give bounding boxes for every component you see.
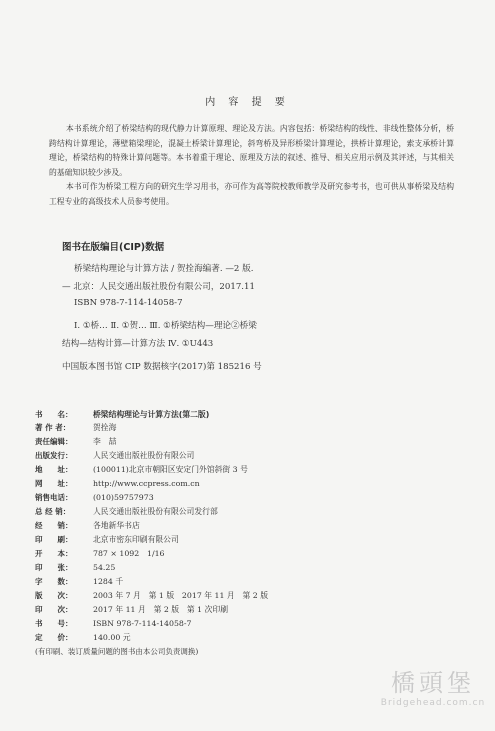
info-value: http://www.ccpress.com.cn (93, 479, 200, 488)
info-value: (010)59757973 (93, 493, 154, 502)
info-label: 定 价： (35, 633, 73, 642)
info-label: 书 号： (35, 619, 73, 628)
info-value: ISBN 978-7-114-14058-7 (93, 619, 192, 628)
info-row-format (35, 547, 165, 560)
info-value: 人民交通出版社股份有限公司 (93, 451, 195, 460)
info-row-retailer (35, 519, 140, 532)
cip-classification-line-1: Ⅰ. ①桥… Ⅱ. ①贺… Ⅲ. ①桥梁结构—理论②桥梁 (74, 321, 257, 331)
info-label: 字 数： (35, 577, 73, 586)
watermark-url: Bridgehead.com.cn (380, 698, 486, 708)
info-row-author (35, 421, 116, 434)
info-label: 印 次： (35, 605, 73, 614)
info-value: 各地新华书店 (93, 521, 140, 530)
info-label: 印 张： (35, 563, 73, 572)
info-row-printing (35, 603, 228, 616)
info-label: 总 经 销： (35, 507, 71, 516)
cip-publisher-line: — 北京：人民交通出版社股份有限公司，2017.11 (62, 282, 255, 292)
info-value: 54.25 (93, 563, 116, 572)
info-value: 2003 年 7 月 第 1 版 2017 年 11 月 第 2 版 (93, 591, 269, 600)
info-label: 开 本： (35, 549, 73, 558)
info-row-edition (35, 589, 268, 602)
info-label: 地 址： (35, 465, 73, 474)
info-row-publisher (35, 449, 194, 462)
summary-body (49, 122, 454, 209)
info-label: 版 次： (35, 591, 73, 600)
info-row-address (35, 463, 248, 476)
info-row-title (35, 408, 209, 421)
watermark-chinese: 橋頭堡 (391, 669, 475, 697)
info-row-printer (35, 533, 179, 546)
summary-paragraph-2: 本书可作为桥梁工程方向的研究生学习用书，亦可作为高等院校教师教学及研究参考书，也可供从事桥梁及结构工程专业的高级技术人员参考使用。 (49, 182, 454, 206)
info-value: 贺拴海 (93, 423, 117, 432)
info-value: 北京市密东印刷有限公司 (93, 535, 179, 544)
info-value: 140.00 元 (93, 633, 131, 642)
cip-record-number: 中国版本图书馆 CIP 数据核字(2017)第 185216 号 (62, 362, 262, 372)
info-row-editor (35, 435, 116, 448)
info-label: 印 刷： (35, 535, 73, 544)
info-label: 书 名： (35, 410, 73, 419)
info-value: 787 × 1092 1/16 (93, 549, 165, 558)
info-row-price (35, 631, 131, 644)
info-row-sheets (35, 561, 115, 574)
info-label: 出版发行： (35, 451, 73, 460)
summary-title: 内 容 提 要 (205, 97, 290, 108)
cip-title-line: 桥梁结构理论与计算方法 / 贺拴海编著. —2 版. (74, 264, 254, 274)
cip-isbn-line: ISBN 978-7-114-14058-7 (74, 298, 183, 308)
info-row-distributor (35, 505, 218, 518)
info-row-isbn (35, 617, 191, 630)
info-value: 2017 年 11 月 第 2 版 第 1 次印刷 (93, 605, 229, 614)
info-label: 经 销： (35, 521, 73, 530)
bridgehead-watermark (378, 668, 488, 708)
info-row-sales-phone (35, 491, 154, 504)
info-label: 网 址： (35, 479, 73, 488)
info-value: 1284 千 (93, 577, 124, 586)
summary-paragraph-1: 本书系统介绍了桥梁结构的现代静力计算原理、理论及方法。内容包括：桥梁结构的线性、非线性整体分析，桥跨结构计算理论，薄壁箱梁理论，混凝土桥梁计算理论，斜弯桥及异形桥梁计算理论，拱桥计算理论，索支承桥计算理论，桥梁结构的特殊计算问题等。本书着重于理论、原理及方法的叙述、推导、相关应用示例及其评述，与其相关的基础知识较少涉及。 (49, 124, 454, 177)
info-value: 李 喆 (93, 437, 117, 446)
cip-classification-line-2: 结构—结构计算—计算方法 Ⅳ. ①U443 (62, 339, 214, 349)
cip-heading: 图书在版编目(CIP)数据 (62, 242, 165, 253)
info-value: (100011)北京市朝阳区安定门外馆斜街 3 号 (93, 465, 248, 474)
info-label: 责任编辑： (35, 437, 73, 446)
info-value: 人民交通出版社股份有限公司发行部 (93, 507, 218, 516)
info-row-word-count (35, 575, 123, 588)
info-label: 著 作 者： (35, 423, 71, 432)
quality-note: (有印刷、装订质量问题的图书由本公司负责调换) (35, 647, 199, 656)
info-label: 销售电话： (35, 493, 73, 502)
info-row-website (35, 477, 200, 490)
info-value: 桥梁结构理论与计算方法(第二版) (93, 410, 210, 419)
